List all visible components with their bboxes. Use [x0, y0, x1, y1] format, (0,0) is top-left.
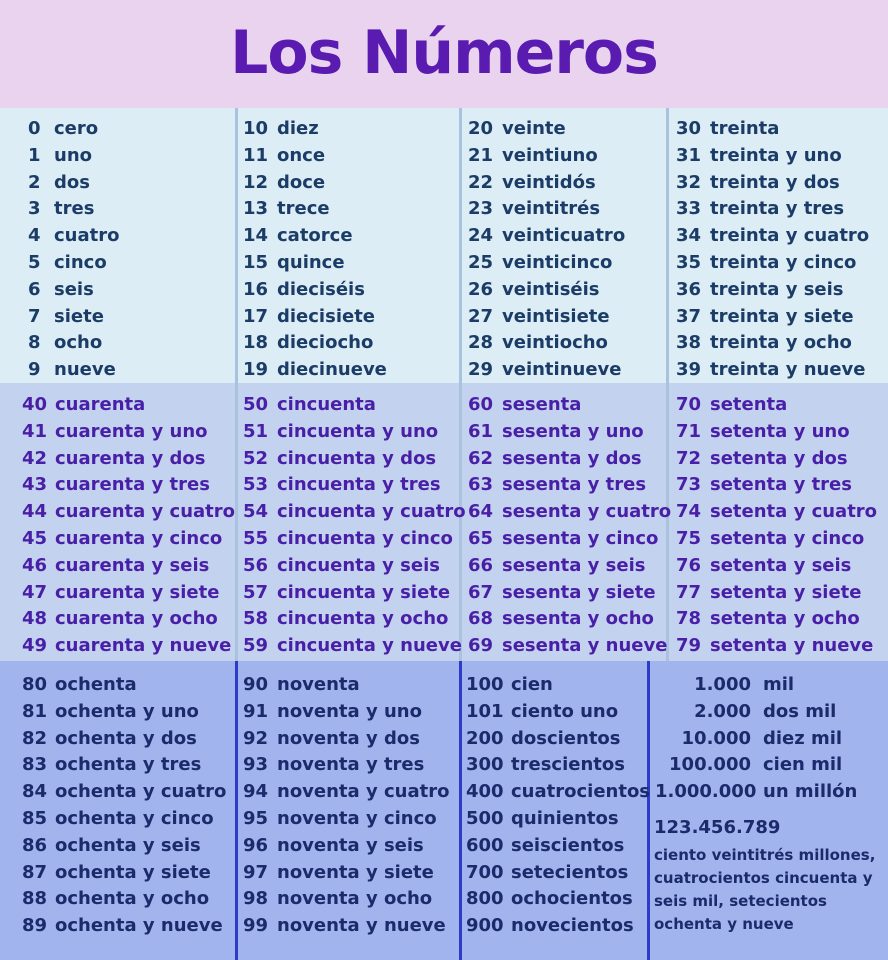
numeral: 65	[468, 528, 494, 549]
numeral: 35	[676, 252, 702, 273]
number-word: trescientos	[511, 754, 625, 776]
numeral: 700	[466, 861, 504, 883]
number-word: sesenta y siete	[502, 581, 656, 603]
number-word: noventa y seis	[277, 834, 424, 856]
number-word: nueve	[54, 359, 116, 381]
numeral: 3	[28, 198, 41, 220]
numeral: 57	[243, 581, 269, 603]
number-word: setenta y siete	[710, 581, 862, 603]
numeral: 67	[468, 581, 494, 603]
numeral: 22	[468, 171, 494, 193]
numeral: 400	[466, 781, 504, 803]
numeral: 63	[468, 474, 494, 496]
number-word: setenta y cuatro	[710, 501, 878, 523]
number-word: treinta y seis	[710, 278, 844, 300]
number-word: cuarenta y nueve	[55, 635, 232, 657]
number-word: setenta y tres	[710, 474, 852, 496]
numeral: 15	[243, 252, 269, 273]
numeral: 70	[676, 394, 702, 415]
numeral: 5	[28, 252, 41, 273]
number-word: veintiuno	[502, 144, 598, 166]
numeral: 97	[243, 861, 269, 883]
numeral: 86	[22, 834, 48, 856]
numeral: 66	[468, 554, 494, 576]
number-word: treinta y dos	[710, 171, 840, 193]
divider	[666, 108, 669, 661]
number-word: sesenta y cinco	[502, 528, 659, 549]
number-word: veinte	[502, 118, 566, 139]
number-word: veinticuatro	[502, 225, 626, 247]
numeral: 39	[676, 359, 702, 381]
numeral: 33	[676, 198, 702, 220]
numeral: 61	[468, 420, 494, 442]
numeral: 19	[243, 359, 269, 381]
number-word: cuarenta y tres	[55, 474, 210, 496]
number-word: veintidós	[502, 171, 596, 193]
numeral: 21	[468, 144, 494, 166]
number-word: setenta y uno	[710, 420, 850, 442]
number-word: catorce	[277, 225, 353, 247]
numeral: 1.000.000	[655, 781, 757, 803]
numeral: 80	[22, 674, 48, 695]
numeral: 82	[22, 727, 48, 749]
number-word: dos	[54, 171, 90, 193]
number-word: sesenta y seis	[502, 554, 646, 576]
example-number: 123.456.789	[654, 817, 781, 838]
number-word: dieciocho	[277, 332, 374, 354]
number-word: noventa y siete	[277, 861, 434, 883]
number-word: treinta y siete	[710, 305, 854, 327]
example-words: ciento veintitrés millones, cuatrocientos cincuenta y seis mil, setecientos ochenta y nueve	[654, 846, 876, 933]
number-word: cuarenta y siete	[55, 581, 220, 603]
numeral: 44	[22, 501, 48, 523]
numeral: 9	[28, 359, 41, 381]
numeral: 28	[468, 332, 494, 354]
number-word: cincuenta y siete	[277, 581, 451, 603]
number-word: sesenta y dos	[502, 447, 642, 469]
number-word: diez	[277, 118, 319, 139]
number-word: noventa y nueve	[277, 915, 446, 937]
numeral: 95	[243, 808, 269, 829]
numeral: 13	[243, 198, 269, 220]
number-word: ochenta y ocho	[55, 888, 210, 910]
number-word: treinta y cinco	[710, 252, 857, 273]
number-word: diez mil	[763, 727, 843, 749]
numeral: 83	[22, 754, 48, 776]
number-word: cuarenta y seis	[55, 554, 210, 576]
numeral: 7	[28, 305, 41, 327]
number-word: treinta y tres	[710, 198, 845, 220]
numeral: 93	[243, 754, 269, 776]
numeral: 51	[243, 420, 269, 442]
number-word: sesenta y ocho	[502, 608, 654, 630]
numeral: 29	[468, 359, 494, 381]
numeral: 73	[676, 474, 702, 496]
number-word: cincuenta y cuatro	[277, 501, 466, 523]
numeral: 10.000	[681, 727, 751, 749]
number-word: noventa	[277, 674, 360, 695]
numeral: 68	[468, 608, 494, 630]
numeral: 6	[28, 278, 41, 300]
number-word: dos mil	[763, 700, 837, 722]
number-word: treinta	[710, 118, 780, 139]
numeral: 32	[676, 171, 702, 193]
numeral: 31	[676, 144, 702, 166]
divider	[235, 661, 238, 960]
number-word: quince	[277, 252, 345, 273]
number-word: cien mil	[763, 754, 843, 776]
number-word: veintiocho	[502, 332, 608, 354]
numeral: 96	[243, 834, 269, 856]
number-word: sesenta y tres	[502, 474, 647, 496]
numeral: 49	[22, 635, 48, 657]
numeral: 40	[22, 394, 48, 415]
numeral: 25	[468, 252, 494, 273]
number-word: noventa y tres	[277, 754, 425, 776]
number-word: setecientos	[511, 861, 629, 883]
numeral: 1.000	[694, 674, 751, 695]
number-word: ochenta y cuatro	[55, 781, 227, 803]
number-word: cincuenta y ocho	[277, 608, 449, 630]
numeral: 100.000	[669, 754, 751, 776]
number-word: un millón	[763, 781, 858, 803]
number-word: cuarenta y uno	[55, 420, 208, 442]
numeral: 24	[468, 225, 494, 247]
number-word: ochenta y uno	[55, 700, 199, 722]
number-word: doscientos	[511, 727, 621, 749]
numeral: 8	[28, 332, 41, 354]
numeral: 2	[28, 171, 41, 193]
numeral: 92	[243, 727, 269, 749]
numeral: 72	[676, 447, 702, 469]
numeral: 77	[676, 581, 702, 603]
number-word: cincuenta	[277, 394, 376, 415]
number-word: veintitrés	[502, 198, 601, 220]
numeral: 59	[243, 635, 269, 657]
number-word: cuarenta y ocho	[55, 608, 218, 630]
numeral: 84	[22, 781, 48, 803]
numeral: 27	[468, 305, 494, 327]
numeral: 74	[676, 501, 702, 523]
numeral: 62	[468, 447, 494, 469]
numeral: 26	[468, 278, 494, 300]
number-word: noventa y ocho	[277, 888, 433, 910]
number-word: ochocientos	[511, 888, 633, 910]
number-word: tres	[54, 198, 95, 220]
numeral: 20	[468, 118, 494, 139]
number-word: ciento uno	[511, 700, 619, 722]
number-word: sesenta y uno	[502, 420, 644, 442]
number-word: sesenta y cuatro	[502, 501, 672, 523]
numeral: 85	[22, 808, 48, 829]
number-word: seiscientos	[511, 834, 625, 856]
number-word: cien	[511, 674, 553, 695]
numeral: 94	[243, 781, 269, 803]
number-word: veintinueve	[502, 359, 622, 381]
number-word: cuarenta y cinco	[55, 528, 223, 549]
numeral: 54	[243, 501, 269, 523]
divider	[459, 661, 462, 960]
numeral: 100	[466, 674, 504, 695]
page-title: Los Números	[230, 18, 658, 88]
number-word: sesenta y nueve	[502, 635, 668, 657]
number-word: veintisiete	[502, 305, 610, 327]
numeral: 1	[28, 144, 41, 166]
number-word: cuarenta	[55, 394, 146, 415]
number-word: ochenta y tres	[55, 754, 202, 776]
number-word: dieciséis	[277, 278, 365, 300]
number-word: ochenta y siete	[55, 861, 211, 883]
number-word: treinta y ocho	[710, 332, 852, 354]
number-word: treinta y uno	[710, 144, 842, 166]
numeral: 38	[676, 332, 702, 354]
number-word: ochenta y seis	[55, 834, 201, 856]
number-word: sesenta	[502, 394, 582, 415]
numeral: 46	[22, 554, 48, 576]
numeral: 10	[243, 118, 269, 139]
divider	[235, 108, 238, 661]
numeral: 78	[676, 608, 702, 630]
numeral: 79	[676, 635, 702, 657]
number-word: veinticinco	[502, 252, 613, 273]
number-word: seis	[54, 278, 94, 300]
numeral: 30	[676, 118, 702, 139]
number-word: once	[277, 144, 326, 166]
divider	[647, 661, 650, 960]
numeral: 600	[466, 834, 504, 856]
number-word: ochenta y cinco	[55, 808, 214, 829]
number-word: ochenta y nueve	[55, 915, 223, 937]
divider	[459, 108, 462, 661]
number-word: cincuenta y seis	[277, 554, 440, 576]
numeral: 36	[676, 278, 702, 300]
numeral: 58	[243, 608, 269, 630]
numeral: 34	[676, 225, 702, 247]
numeral: 12	[243, 171, 269, 193]
number-word: cuarenta y cuatro	[55, 501, 236, 523]
numeral: 42	[22, 447, 48, 469]
numeral: 900	[466, 915, 504, 937]
numeral: 300	[466, 754, 504, 776]
number-word: cuatrocientos	[511, 781, 651, 803]
number-word: cuatro	[54, 225, 120, 247]
number-word: ochenta y dos	[55, 727, 197, 749]
numeral: 23	[468, 198, 494, 220]
number-word: noventa y cuatro	[277, 781, 450, 803]
number-word: mil	[763, 674, 795, 695]
numeral: 76	[676, 554, 702, 576]
numeral: 55	[243, 528, 269, 549]
number-word: cincuenta y dos	[277, 447, 437, 469]
numeral: 500	[466, 808, 504, 829]
number-word: setenta y seis	[710, 554, 852, 576]
numeral: 47	[22, 581, 48, 603]
numeral: 43	[22, 474, 48, 496]
numeral: 37	[676, 305, 702, 327]
number-word: noventa y dos	[277, 727, 420, 749]
number-word: noventa y uno	[277, 700, 422, 722]
number-word: treinta y nueve	[710, 359, 866, 381]
number-word: treinta y cuatro	[710, 225, 870, 247]
number-word: cincuenta y nueve	[277, 635, 462, 657]
number-word: cuarenta y dos	[55, 447, 206, 469]
number-word: setenta	[710, 394, 788, 415]
numeral: 87	[22, 861, 48, 883]
number-word: diecinueve	[277, 359, 387, 381]
numeral: 88	[22, 888, 48, 910]
numeral: 98	[243, 888, 269, 910]
numeral: 14	[243, 225, 269, 247]
number-word: novecientos	[511, 915, 634, 937]
number-word: siete	[54, 305, 104, 327]
numeral: 18	[243, 332, 269, 354]
numeral: 75	[676, 528, 702, 549]
number-word: ocho	[54, 332, 103, 354]
numeral: 0	[28, 118, 41, 139]
numeral: 56	[243, 554, 269, 576]
numeral: 4	[28, 225, 41, 247]
number-word: uno	[54, 144, 92, 166]
number-word: cincuenta y tres	[277, 474, 441, 496]
number-word: setenta y nueve	[710, 635, 874, 657]
numeral: 64	[468, 501, 494, 523]
numeral: 48	[22, 608, 48, 630]
number-word: diecisiete	[277, 305, 376, 327]
numeral: 101	[466, 700, 504, 722]
numeral: 41	[22, 420, 48, 442]
number-word: trece	[277, 198, 330, 220]
numeral: 45	[22, 528, 48, 549]
number-word: doce	[277, 171, 326, 193]
number-word: cero	[54, 118, 99, 139]
number-word: cinco	[54, 252, 107, 273]
numeral: 99	[243, 915, 269, 937]
number-word: noventa y cinco	[277, 808, 437, 829]
numeral: 69	[468, 635, 494, 657]
numeral: 53	[243, 474, 269, 496]
number-word: setenta y dos	[710, 447, 848, 469]
numeral: 800	[466, 888, 504, 910]
number-word: ochenta	[55, 674, 137, 695]
number-word: cincuenta y cinco	[277, 528, 453, 549]
numeral: 11	[243, 144, 269, 166]
numeral: 17	[243, 305, 269, 327]
numeral: 91	[243, 700, 269, 722]
numeral: 81	[22, 700, 48, 722]
numeral: 16	[243, 278, 269, 300]
numeral: 60	[468, 394, 494, 415]
numeral: 200	[466, 727, 504, 749]
numeral: 89	[22, 915, 48, 937]
number-word: cincuenta y uno	[277, 420, 439, 442]
numeral: 2.000	[694, 700, 751, 722]
number-word: setenta y cinco	[710, 528, 865, 549]
numeral: 50	[243, 394, 269, 415]
numeral: 90	[243, 674, 269, 695]
number-word: setenta y ocho	[710, 608, 860, 630]
number-word: veintiséis	[502, 278, 600, 300]
number-word: quinientos	[511, 808, 619, 829]
numeral: 71	[676, 420, 702, 442]
numeral: 52	[243, 447, 269, 469]
